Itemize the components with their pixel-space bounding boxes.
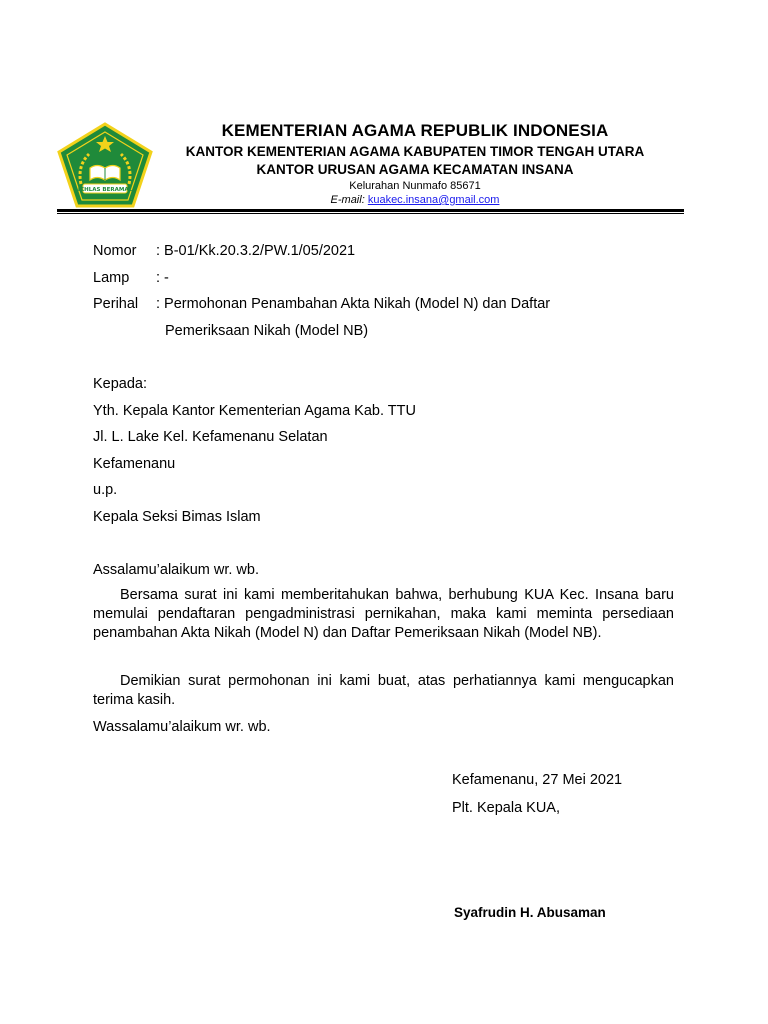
emblem-motto: IKHLAS BERAMAL bbox=[77, 187, 133, 193]
perihal-value: : Permohonan Penambahan Akta Nikah (Model N) dan Daftar bbox=[156, 296, 551, 312]
nomor-label: Nomor bbox=[93, 243, 137, 259]
regency-office-name: KANTOR KEMENTERIAN AGAMA KABUPATEN TIMOR TENGAH UTARA bbox=[185, 144, 645, 159]
perihal-continuation: Pemeriksaan Nikah (Model NB) bbox=[165, 323, 369, 339]
lamp-label: Lamp bbox=[93, 270, 130, 286]
ministry-name: KEMENTERIAN AGAMA REPUBLIK INDONESIA bbox=[221, 121, 609, 140]
recipient-greeting: Kepada: bbox=[93, 376, 148, 392]
email-label: E-mail: bbox=[330, 194, 365, 206]
email-link[interactable]: kuakec.insana@gmail.com bbox=[367, 194, 500, 206]
recipient-line-3: Kefamenanu bbox=[93, 456, 176, 472]
nomor-value: : B-01/Kk.20.3.2/PW.1/05/2021 bbox=[156, 243, 356, 259]
lamp-value: : - bbox=[156, 270, 169, 286]
recipient-line-1: Yth. Kepala Kantor Kementerian Agama Kab. TTU bbox=[93, 403, 416, 419]
signatory-name: Syafrudin H. Abusaman bbox=[454, 905, 606, 920]
body-paragraph-1: Bersama surat ini kami memberitahukan bahwa, berhubung KUA Kec. Insana baru memulai pendaftaran pengadministrasi pernikahan, maka kami meminta persediaan penambahan Akta Nikah (Model N) dan Daftar Pemeriksaan Nikah (Model NB). bbox=[93, 587, 674, 641]
body-paragraph-2: Demikian surat permohonan ini kami buat, atas perhatiannya kami mengucapkan terima kasih. bbox=[93, 673, 674, 708]
signature-title: Plt. Kepala KUA, bbox=[452, 800, 560, 816]
office-address: Kelurahan Nunmafo 85671 bbox=[349, 180, 481, 192]
kua-office-name: KANTOR URUSAN AGAMA KECAMATAN INSANA bbox=[256, 162, 574, 177]
recipient-line-4: u.p. bbox=[93, 482, 118, 498]
perihal-label: Perihal bbox=[93, 296, 139, 312]
opening-salutation: Assalamu’alaikum wr. wb. bbox=[93, 562, 259, 578]
letterhead-rule-thin bbox=[57, 213, 684, 214]
letterhead-rule-thick bbox=[57, 209, 684, 212]
recipient-line-2: Jl. L. Lake Kel. Kefamenanu Selatan bbox=[93, 429, 328, 445]
emblem-graphic bbox=[57, 122, 153, 208]
recipient-line-5: Kepala Seksi Bimas Islam bbox=[93, 509, 261, 525]
kementerian-agama-emblem-icon bbox=[57, 122, 153, 208]
signature-place-date: Kefamenanu, 27 Mei 2021 bbox=[452, 772, 623, 788]
email-line bbox=[160, 194, 670, 206]
closing-salutation: Wassalamu’alaikum wr. wb. bbox=[93, 719, 271, 735]
